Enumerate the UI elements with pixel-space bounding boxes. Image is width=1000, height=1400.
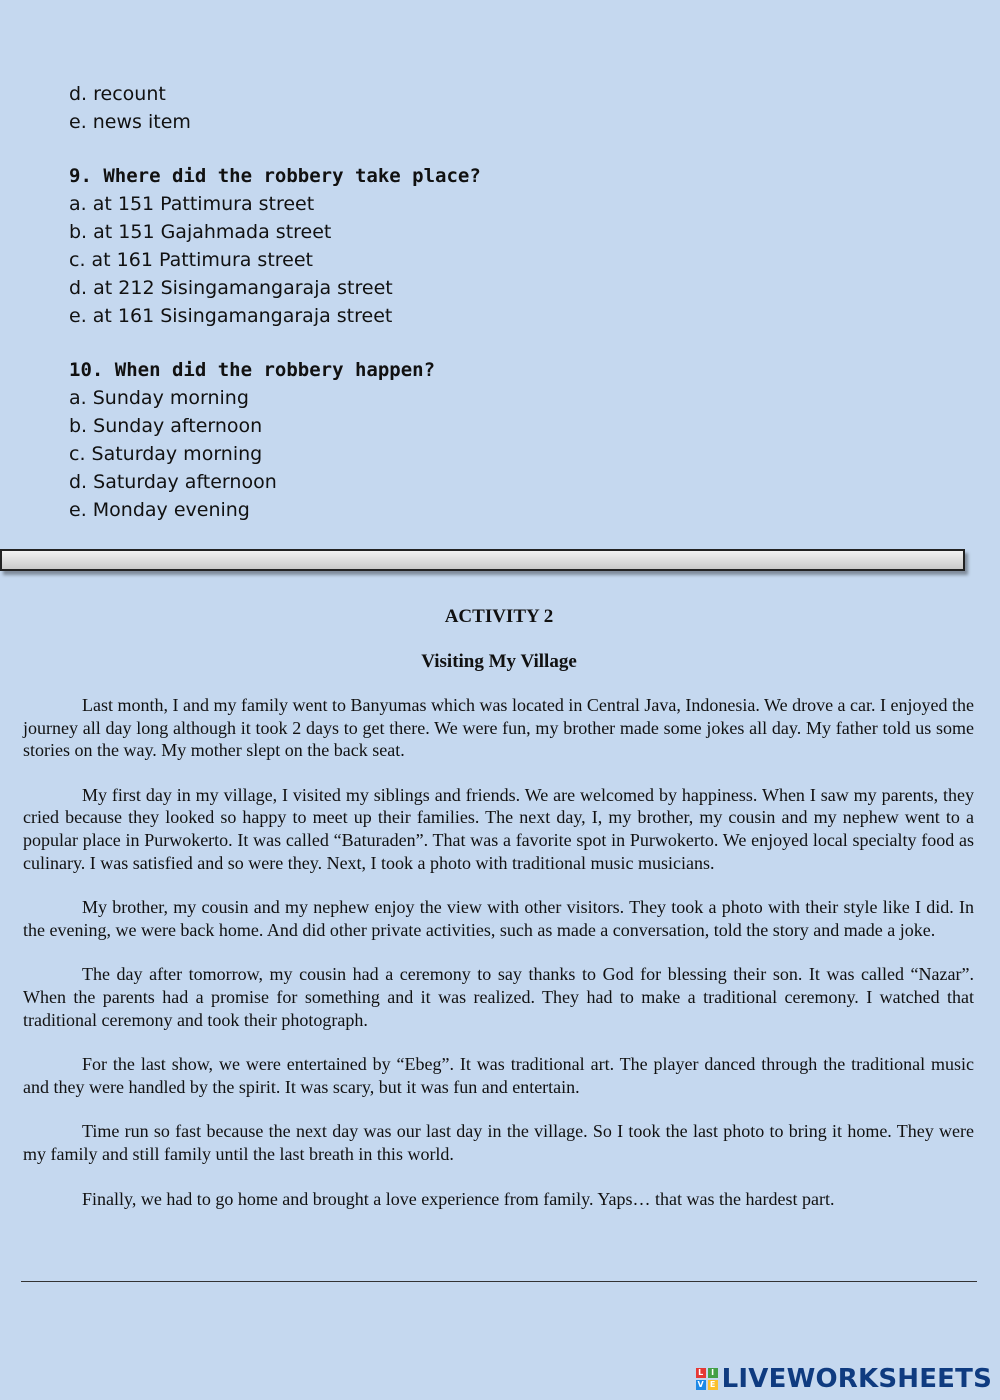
story-paragraph-6: Time run so fast because the next day was our last day in the village. So I took the last photo to bring it home. They were my family and still family until the last breath in this world. [23, 1121, 974, 1164]
story-text [23, 694, 974, 1232]
q9-option-c[interactable]: c. at 161 Pattimura street [69, 249, 314, 271]
q9-option-d[interactable]: d. at 212 Sisingamangaraja street [69, 277, 393, 299]
activity-heading: ACTIVITY 2 [444, 606, 554, 627]
liveworksheets-brand[interactable] [696, 1364, 992, 1394]
q10-option-c[interactable]: c. Saturday morning [69, 443, 263, 465]
q10-question: 10. When did the robbery happen? [69, 359, 436, 381]
logo-letter-i: I [708, 1368, 718, 1378]
q8-option-e[interactable]: e. news item [69, 111, 191, 133]
q10-option-b[interactable]: b. Sunday afternoon [69, 415, 263, 437]
story-paragraph-5: For the last show, we were entertained by “Ebeg”. It was traditional art. The player danced through the traditional music and they were handled by the spirit. It was scary, but it was fun and entertain. [23, 1054, 974, 1097]
story-paragraph-7: Finally, we had to go home and brought a love experience from family. Yaps… that was the hardest part. [82, 1188, 835, 1209]
story-paragraph-1: Last month, I and my family went to Banyumas which was located in Central Java, Indonesia. We drove a car. I enjoyed the journey all day long although it took 2 days to get there. We were fun, my brother made some jokes all day. My father told us some stories on the way. My mother slept on the back seat. [23, 695, 974, 761]
q9-option-e[interactable]: e. at 161 Sisingamangaraja street [69, 305, 393, 327]
logo-letter-l: L [696, 1368, 706, 1378]
q10-option-d[interactable]: d. Saturday afternoon [69, 471, 277, 493]
story-paragraph-2: My first day in my village, I visited my siblings and friends. We are welcomed by happiness. When I saw my parents, they cried because they looked so happy to meet up their families. The next day, I, my brother, my cousin and my nephew went to a popular place in Purwokerto. It was called “Baturaden”. That was a favorite spot in Purwokerto. We enjoyed local specialty food as culinary. I was satisfied and so were they. Next, I took a photo with traditional music musicians. [23, 784, 974, 873]
quiz-section [69, 80, 949, 524]
q10-option-a[interactable]: a. Sunday morning [69, 387, 249, 409]
q8-option-d[interactable]: d. recount [69, 83, 166, 105]
q9-question: 9. Where did the robbery take place? [69, 165, 481, 187]
section-divider-bar [0, 549, 965, 571]
liveworksheets-logo-icon [696, 1368, 718, 1390]
story-title: Visiting My Village [421, 651, 577, 672]
logo-letter-v: V [697, 1380, 704, 1389]
q9-option-b[interactable]: b. at 151 Gajahmada street [69, 221, 332, 243]
q10-option-e[interactable]: e. Monday evening [69, 499, 250, 521]
logo-letter-e: E [708, 1380, 718, 1390]
story-paragraph-4: The day after tomorrow, my cousin had a ceremony to say thanks to God for blessing their son. It was called “Nazar”. When the parents had a promise for something and it was realized. They had to make a traditional ceremony. I watched that traditional ceremony and took their photograph. [23, 964, 974, 1030]
story-paragraph-3: My brother, my cousin and my nephew enjoy the view with other visitors. They took a photo with their style like I did. In the evening, we were back home. And did other private activities, such as made a conversation, told the story and made a joke. [23, 897, 974, 940]
q9-option-a[interactable]: a. at 151 Pattimura street [69, 193, 315, 215]
bottom-divider-line [21, 1281, 977, 1282]
liveworksheets-wordmark: LIVEWORKSHEETS [721, 1364, 992, 1394]
